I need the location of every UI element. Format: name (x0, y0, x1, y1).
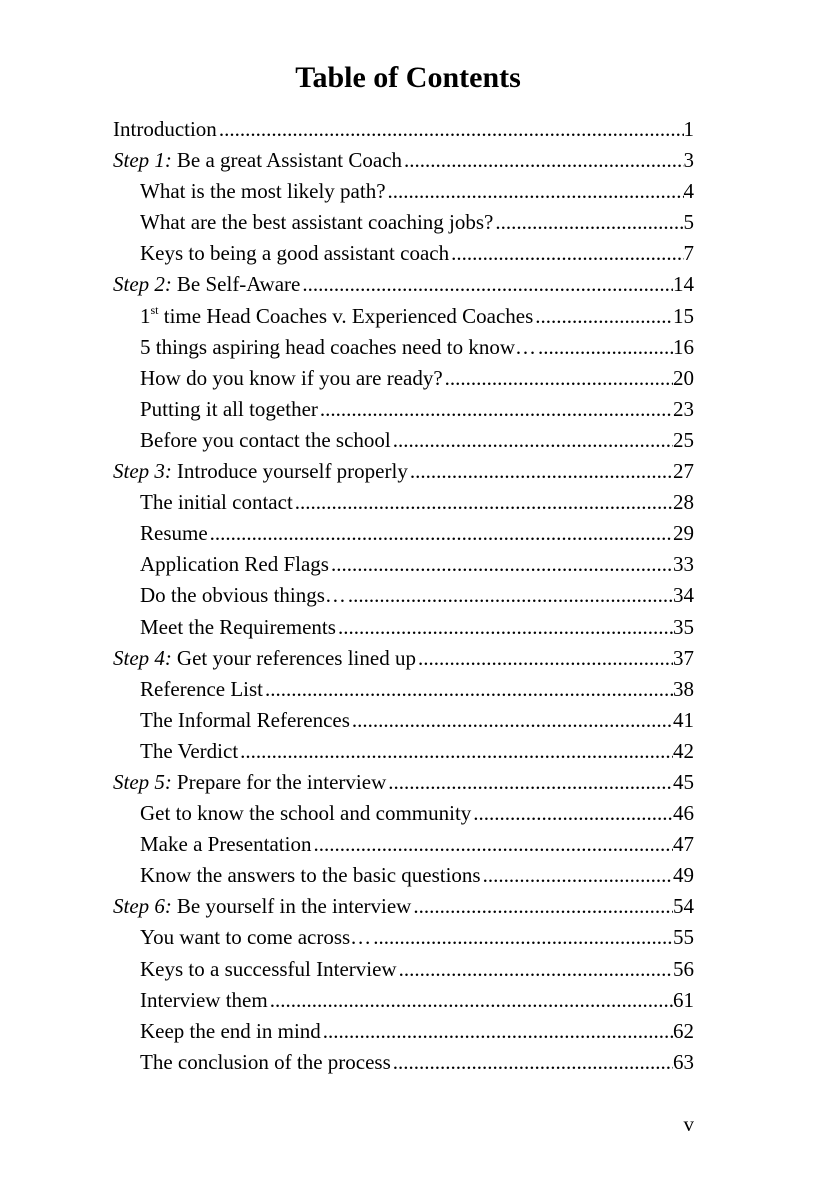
toc-page-number: 45 (673, 769, 694, 794)
dot-leader (483, 860, 673, 891)
toc-page-number: 16 (673, 334, 694, 359)
toc-entry-label (140, 518, 208, 549)
toc-entry-label (140, 238, 449, 269)
toc-entry-title: The initial contact (140, 490, 293, 515)
toc-entry-label (140, 425, 391, 456)
dot-leader (240, 736, 673, 767)
dot-leader (270, 985, 673, 1016)
toc-entry-label (140, 301, 533, 332)
toc-page-number: 38 (673, 676, 694, 701)
toc-entry-label (140, 580, 346, 611)
toc-entry-title: The conclusion of the process (140, 1049, 391, 1074)
toc-step-prefix: Step 4: (113, 645, 172, 670)
toc-step-prefix: Step 1: (113, 148, 172, 173)
toc-entry-label (140, 829, 311, 860)
dot-leader (313, 829, 673, 860)
toc-subentry[interactable] (113, 736, 694, 767)
toc-entry-title: The Verdict (140, 738, 239, 763)
toc-page-number: 55 (673, 925, 694, 950)
toc-entry-title: Introduce yourself properly (176, 459, 408, 484)
toc-entry-label (113, 643, 416, 674)
dot-leader (302, 269, 673, 300)
toc-subentry[interactable] (113, 922, 694, 953)
toc-subentry[interactable] (113, 580, 694, 611)
toc-entry-label (140, 332, 536, 363)
toc-page-number: 27 (673, 459, 694, 484)
toc-entry-label (140, 612, 336, 643)
toc-entry-title: Be Self-Aware (176, 272, 301, 297)
toc-page-number: 35 (673, 614, 694, 639)
dot-leader (399, 954, 673, 985)
toc-entry-title: time Head Coaches v. Experienced Coaches (158, 303, 534, 328)
toc-page-number: 25 (673, 427, 694, 452)
toc-subentry[interactable] (113, 612, 694, 643)
toc-subentry[interactable] (113, 798, 694, 829)
toc-subentry[interactable] (113, 860, 694, 891)
toc-entry-label (140, 860, 481, 891)
toc-entry-title: You want to come across… (140, 925, 372, 950)
toc-page-number: 49 (673, 863, 694, 888)
toc-page-number: 33 (673, 552, 694, 577)
toc-entry-title: Make a Presentation (140, 832, 312, 857)
toc-entry-label (140, 207, 493, 238)
table-of-contents (113, 114, 694, 1078)
toc-entry-title: Prepare for the interview (176, 769, 387, 794)
toc-page-number: 3 (683, 148, 694, 173)
toc-step-prefix: Step 6: (113, 894, 172, 919)
toc-subentry[interactable] (113, 985, 694, 1016)
toc-page-number: 63 (673, 1049, 694, 1074)
dot-leader (473, 798, 673, 829)
dot-leader (348, 580, 673, 611)
toc-entry-title: What are the best assistant coaching jobs? (140, 210, 494, 235)
toc-entry-label (113, 891, 411, 922)
dot-leader (295, 487, 673, 518)
toc-entry-label (140, 674, 263, 705)
dot-leader (413, 891, 673, 922)
dot-leader (323, 1016, 673, 1047)
toc-entry-title: Interview them (140, 987, 268, 1012)
toc-page-number: 34 (673, 583, 694, 608)
toc-step-entry[interactable] (113, 114, 694, 145)
dot-leader (410, 456, 673, 487)
toc-entry-label (140, 549, 329, 580)
dot-leader (388, 767, 673, 798)
toc-step-prefix: Step 5: (113, 769, 172, 794)
toc-step-entry[interactable] (113, 145, 694, 176)
toc-step-entry[interactable] (113, 456, 694, 487)
toc-page-number: 15 (673, 303, 694, 328)
dot-leader (538, 332, 673, 363)
toc-subentry[interactable] (113, 829, 694, 860)
toc-entry-label (140, 487, 293, 518)
toc-entry-label (140, 1016, 321, 1047)
toc-entry-label (140, 922, 371, 953)
toc-page-number: 7 (683, 241, 694, 266)
toc-step-prefix: Step 3: (113, 459, 172, 484)
toc-entry-title: How do you know if you are ready? (140, 365, 443, 390)
toc-entry-title: Keep the end in mind (140, 1018, 321, 1043)
toc-entry-label-superscript: st (150, 302, 159, 317)
dot-leader (388, 176, 684, 207)
toc-entry-label (140, 176, 386, 207)
toc-entry-title: Be yourself in the interview (176, 894, 412, 919)
dot-leader (495, 207, 683, 238)
toc-subentry[interactable] (113, 674, 694, 705)
toc-entry-title: Before you contact the school (140, 427, 391, 452)
toc-entry-title: Keys to being a good assistant coach (140, 241, 450, 266)
page-number: v (683, 1112, 694, 1136)
toc-subentry[interactable] (113, 518, 694, 549)
toc-page-number: 41 (673, 707, 694, 732)
dot-leader (451, 238, 683, 269)
toc-entry-label (113, 456, 408, 487)
toc-entry-title: Application Red Flags (140, 552, 329, 577)
toc-entry-title: Introduction (113, 117, 217, 141)
toc-subentry[interactable] (113, 1016, 694, 1047)
toc-entry-title: Keys to a successful Interview (140, 956, 397, 981)
dot-leader (418, 643, 673, 674)
toc-page-number: 23 (673, 396, 694, 421)
toc-subentry[interactable] (113, 549, 694, 580)
toc-step-entry[interactable] (113, 269, 694, 300)
toc-page-number: 47 (673, 832, 694, 857)
dot-leader (338, 612, 673, 643)
toc-subentry[interactable] (113, 1047, 694, 1078)
toc-subentry[interactable] (113, 394, 694, 425)
toc-subentry[interactable] (113, 705, 694, 736)
toc-entry-title: The Informal References (140, 707, 350, 732)
toc-entry-label (140, 363, 443, 394)
toc-entry-label (113, 145, 402, 176)
toc-subentry[interactable] (113, 954, 694, 985)
toc-entry-title: Reference List (140, 676, 264, 701)
toc-subentry[interactable] (113, 425, 694, 456)
toc-entry-label (113, 114, 217, 145)
toc-page-number: 46 (673, 801, 694, 826)
toc-subentry[interactable] (113, 487, 694, 518)
toc-entry-label (140, 705, 350, 736)
toc-page-number: 29 (673, 521, 694, 546)
dot-leader (535, 301, 673, 332)
toc-entry-title: Get your references lined up (176, 645, 416, 670)
toc-entry-label (140, 394, 318, 425)
toc-page-number: 1 (683, 117, 694, 141)
dot-leader (219, 114, 684, 145)
toc-entry-label (140, 954, 397, 985)
toc-subentry[interactable] (113, 332, 694, 363)
toc-subentry[interactable] (113, 238, 694, 269)
toc-subentry[interactable] (113, 301, 694, 332)
toc-page-number: 42 (673, 738, 694, 763)
toc-page-number: 61 (673, 987, 694, 1012)
dot-leader (445, 363, 673, 394)
toc-page-number: 54 (673, 894, 694, 919)
toc-entry-label (140, 736, 238, 767)
dot-leader (331, 549, 673, 580)
toc-page-number: 4 (683, 179, 694, 204)
toc-page-number: 28 (673, 490, 694, 515)
toc-subentry[interactable] (113, 363, 694, 394)
toc-entry-title: Do the obvious things… (140, 583, 346, 608)
toc-entry-label (113, 269, 300, 300)
page-title: Table of Contents (295, 61, 521, 94)
toc-entry-title: Get to know the school and community (140, 801, 472, 826)
dot-leader (320, 394, 673, 425)
toc-entry-title: Be a great Assistant Coach (176, 148, 403, 173)
dot-leader (352, 705, 673, 736)
toc-entry-title: Meet the Requirements (140, 614, 336, 639)
dot-leader (210, 518, 673, 549)
toc-entry-title: What is the most likely path? (140, 179, 386, 204)
toc-page-number: 37 (673, 645, 694, 670)
toc-entry-label (140, 1047, 391, 1078)
toc-step-entry[interactable] (113, 767, 694, 798)
toc-page-number: 20 (673, 365, 694, 390)
toc-page-number: 5 (683, 210, 694, 235)
toc-entry-label (140, 985, 268, 1016)
toc-entry-title: Putting it all together (140, 396, 318, 421)
dot-leader (393, 425, 673, 456)
dot-leader (393, 1047, 673, 1078)
toc-entry-label-ordinal: 1 (140, 303, 151, 328)
toc-entry-label (113, 767, 386, 798)
toc-page-number: 14 (673, 272, 694, 297)
toc-step-entry[interactable] (113, 891, 694, 922)
toc-step-entry[interactable] (113, 643, 694, 674)
toc-entry-title: 5 things aspiring head coaches need to know… (140, 334, 536, 359)
toc-page-number: 56 (673, 956, 694, 981)
dot-leader (373, 922, 673, 953)
toc-entry-title: Resume (140, 521, 208, 546)
toc-subentry[interactable] (113, 207, 694, 238)
toc-entry-label (140, 798, 471, 829)
toc-step-prefix: Step 2: (113, 272, 172, 297)
toc-entry-title: Know the answers to the basic questions (140, 863, 481, 888)
dot-leader (404, 145, 683, 176)
dot-leader (265, 674, 673, 705)
toc-subentry[interactable] (113, 176, 694, 207)
toc-page-number: 62 (673, 1018, 694, 1043)
